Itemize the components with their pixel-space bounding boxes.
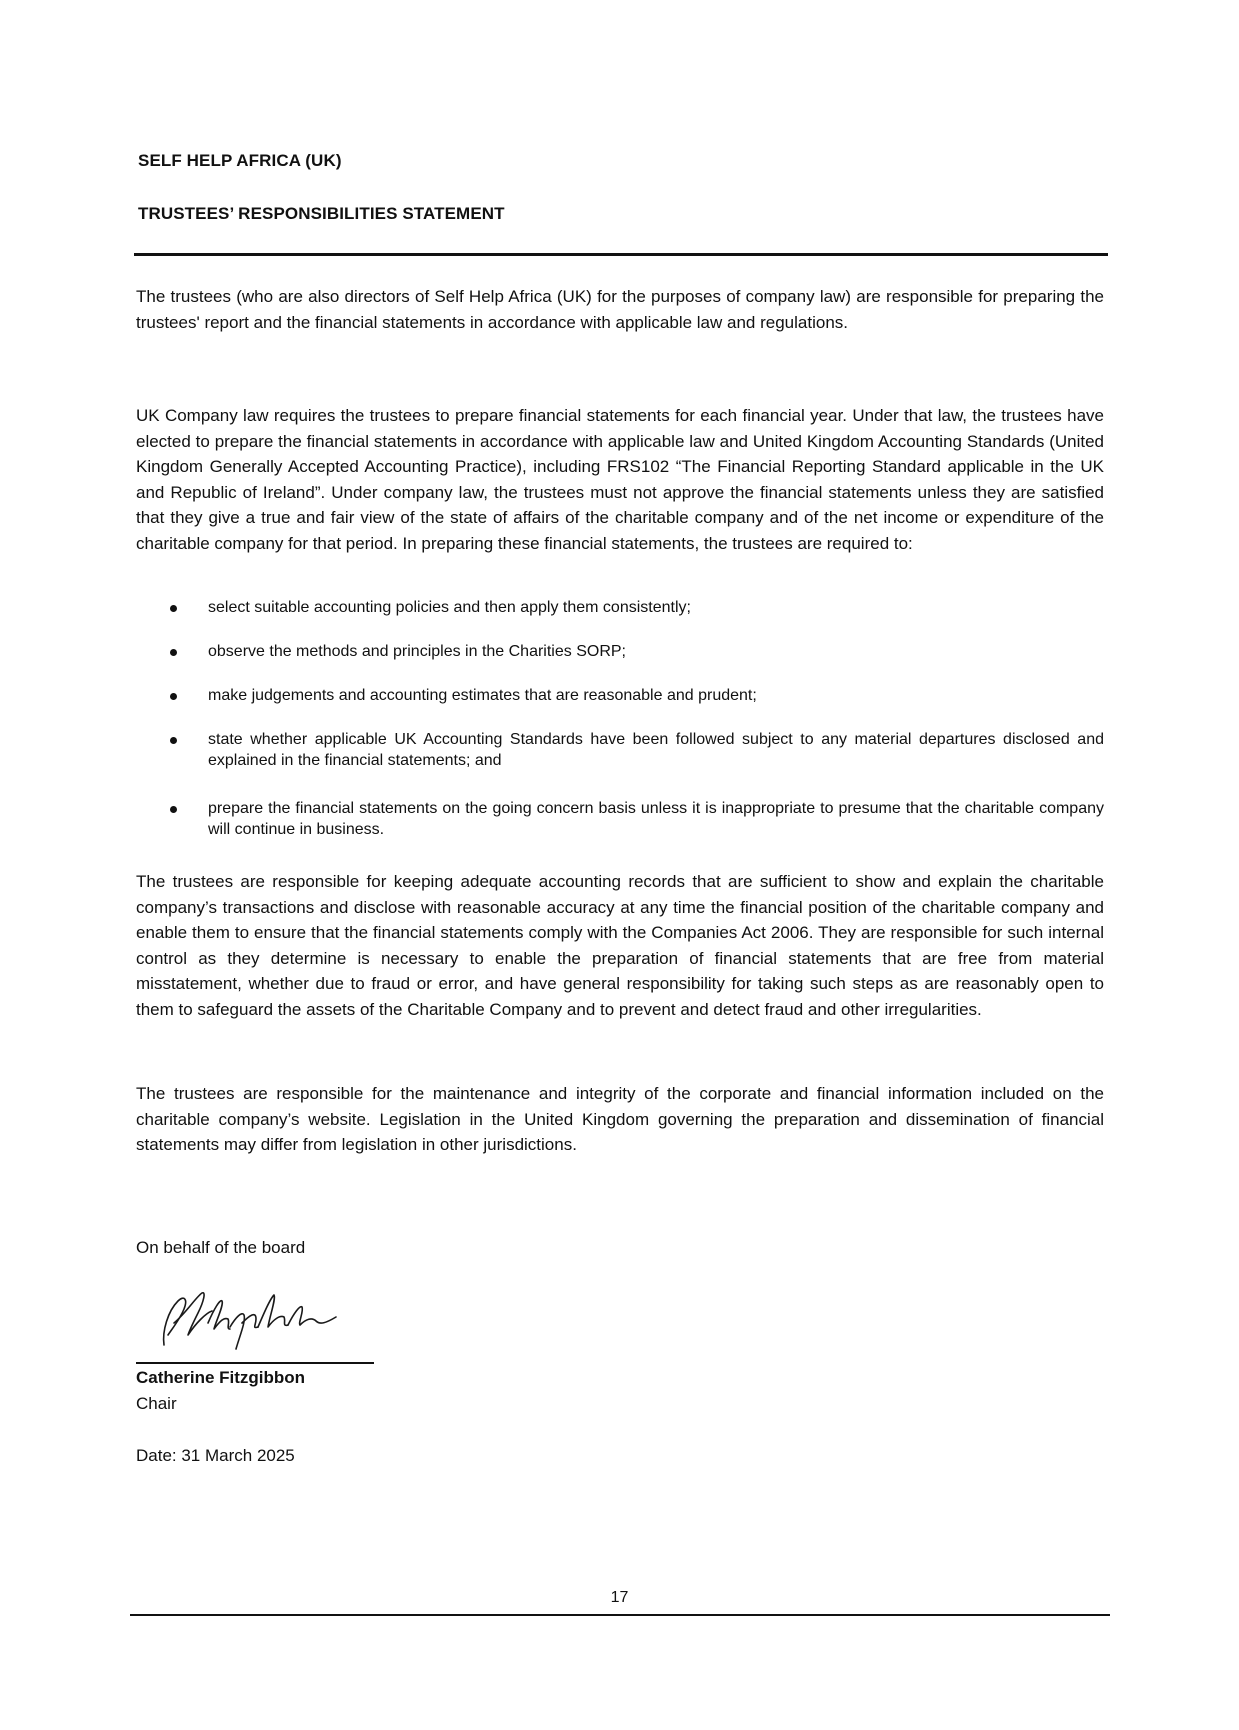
- requirements-list: [160, 597, 1104, 863]
- records-paragraph: The trustees are responsible for keeping adequate accounting records that are sufficient to show and explain the charitable company’s transactions and disclose with reasonable accuracy at any time the financial position of the charitable company and enable them to ensure that the financial statements comply with the Companies Act 2006. They are responsible for such internal control as they determine is necessary to enable the preparation of financial statements that are free from material misstatement, whether due to fraud or error, and have general responsibility for taking such steps as are reasonably open to them to safeguard the assets of the Charitable Company and to prevent and detect fraud and other irregularities.: [136, 872, 1104, 1019]
- list-item: [160, 685, 1104, 706]
- list-item: [160, 597, 1104, 618]
- signature: [150, 1283, 370, 1353]
- website-paragraph: The trustees are responsible for the maintenance and integrity of the corporate and financial information included on the charitable company’s website. Legislation in the United Kingdom governing the preparation and dissemination of financial statements may differ from legislation in other jurisdictions.: [136, 1084, 1104, 1155]
- header-divider: [134, 253, 1108, 256]
- bullet-icon: [170, 737, 177, 744]
- list-item-text: select suitable accounting policies and then apply them consistently;: [208, 599, 691, 616]
- list-item: [160, 729, 1104, 771]
- signatory-name: Catherine Fitzgibbon: [136, 1368, 306, 1387]
- list-item-text: state whether applicable UK Accounting Standards have been followed subject to any material departures disclosed and explained in the financial statements; and: [208, 731, 1104, 769]
- intro-paragraph: The trustees (who are also directors of Self Help Africa (UK) for the purposes of company law) are responsible for preparing the trustees' report and the financial statements in accordance with applicable law and regulations.: [136, 287, 1104, 332]
- bullet-icon: [170, 806, 177, 813]
- list-item-text: prepare the financial statements on the going concern basis unless it is inappropriate to presume that the charitable company will continue in business.: [208, 800, 1104, 838]
- list-item-text: make judgements and accounting estimates that are reasonable and prudent;: [208, 687, 757, 704]
- signoff-date: Date: 31 March 2025: [136, 1446, 295, 1465]
- page-title: TRUSTEES’ RESPONSIBILITIES STATEMENT: [138, 204, 505, 223]
- footer-divider: [130, 1614, 1110, 1616]
- bullet-icon: [170, 649, 177, 656]
- list-item-text: observe the methods and principles in the Charities SORP;: [208, 643, 626, 660]
- company-law-paragraph: UK Company law requires the trustees to prepare financial statements for each financial year. Under that law, the trustees have elected to prepare the financial statements in accordance with applicable law and United Kingdom Accounting Standards (United Kingdom Generally Accepted Accounting Practice), including FRS102 “The Financial Reporting Standard applicable in the UK and Republic of Ireland”. Under company law, the trustees must not approve the financial statements unless they are satisfied that they give a true and fair view of the state of affairs of the charitable company and of the net income or expenditure of the charitable company for that period. In preparing these financial statements, the trustees are required to:: [136, 406, 1104, 553]
- signature-line: [136, 1362, 374, 1364]
- bullet-icon: [170, 693, 177, 700]
- list-item: [160, 798, 1104, 840]
- bullet-icon: [170, 605, 177, 612]
- list-item: [160, 641, 1104, 662]
- organisation-name: SELF HELP AFRICA (UK): [138, 151, 342, 170]
- page-number: 17: [610, 1589, 629, 1606]
- on-behalf-label: On behalf of the board: [136, 1238, 306, 1257]
- signatory-role: Chair: [136, 1394, 177, 1413]
